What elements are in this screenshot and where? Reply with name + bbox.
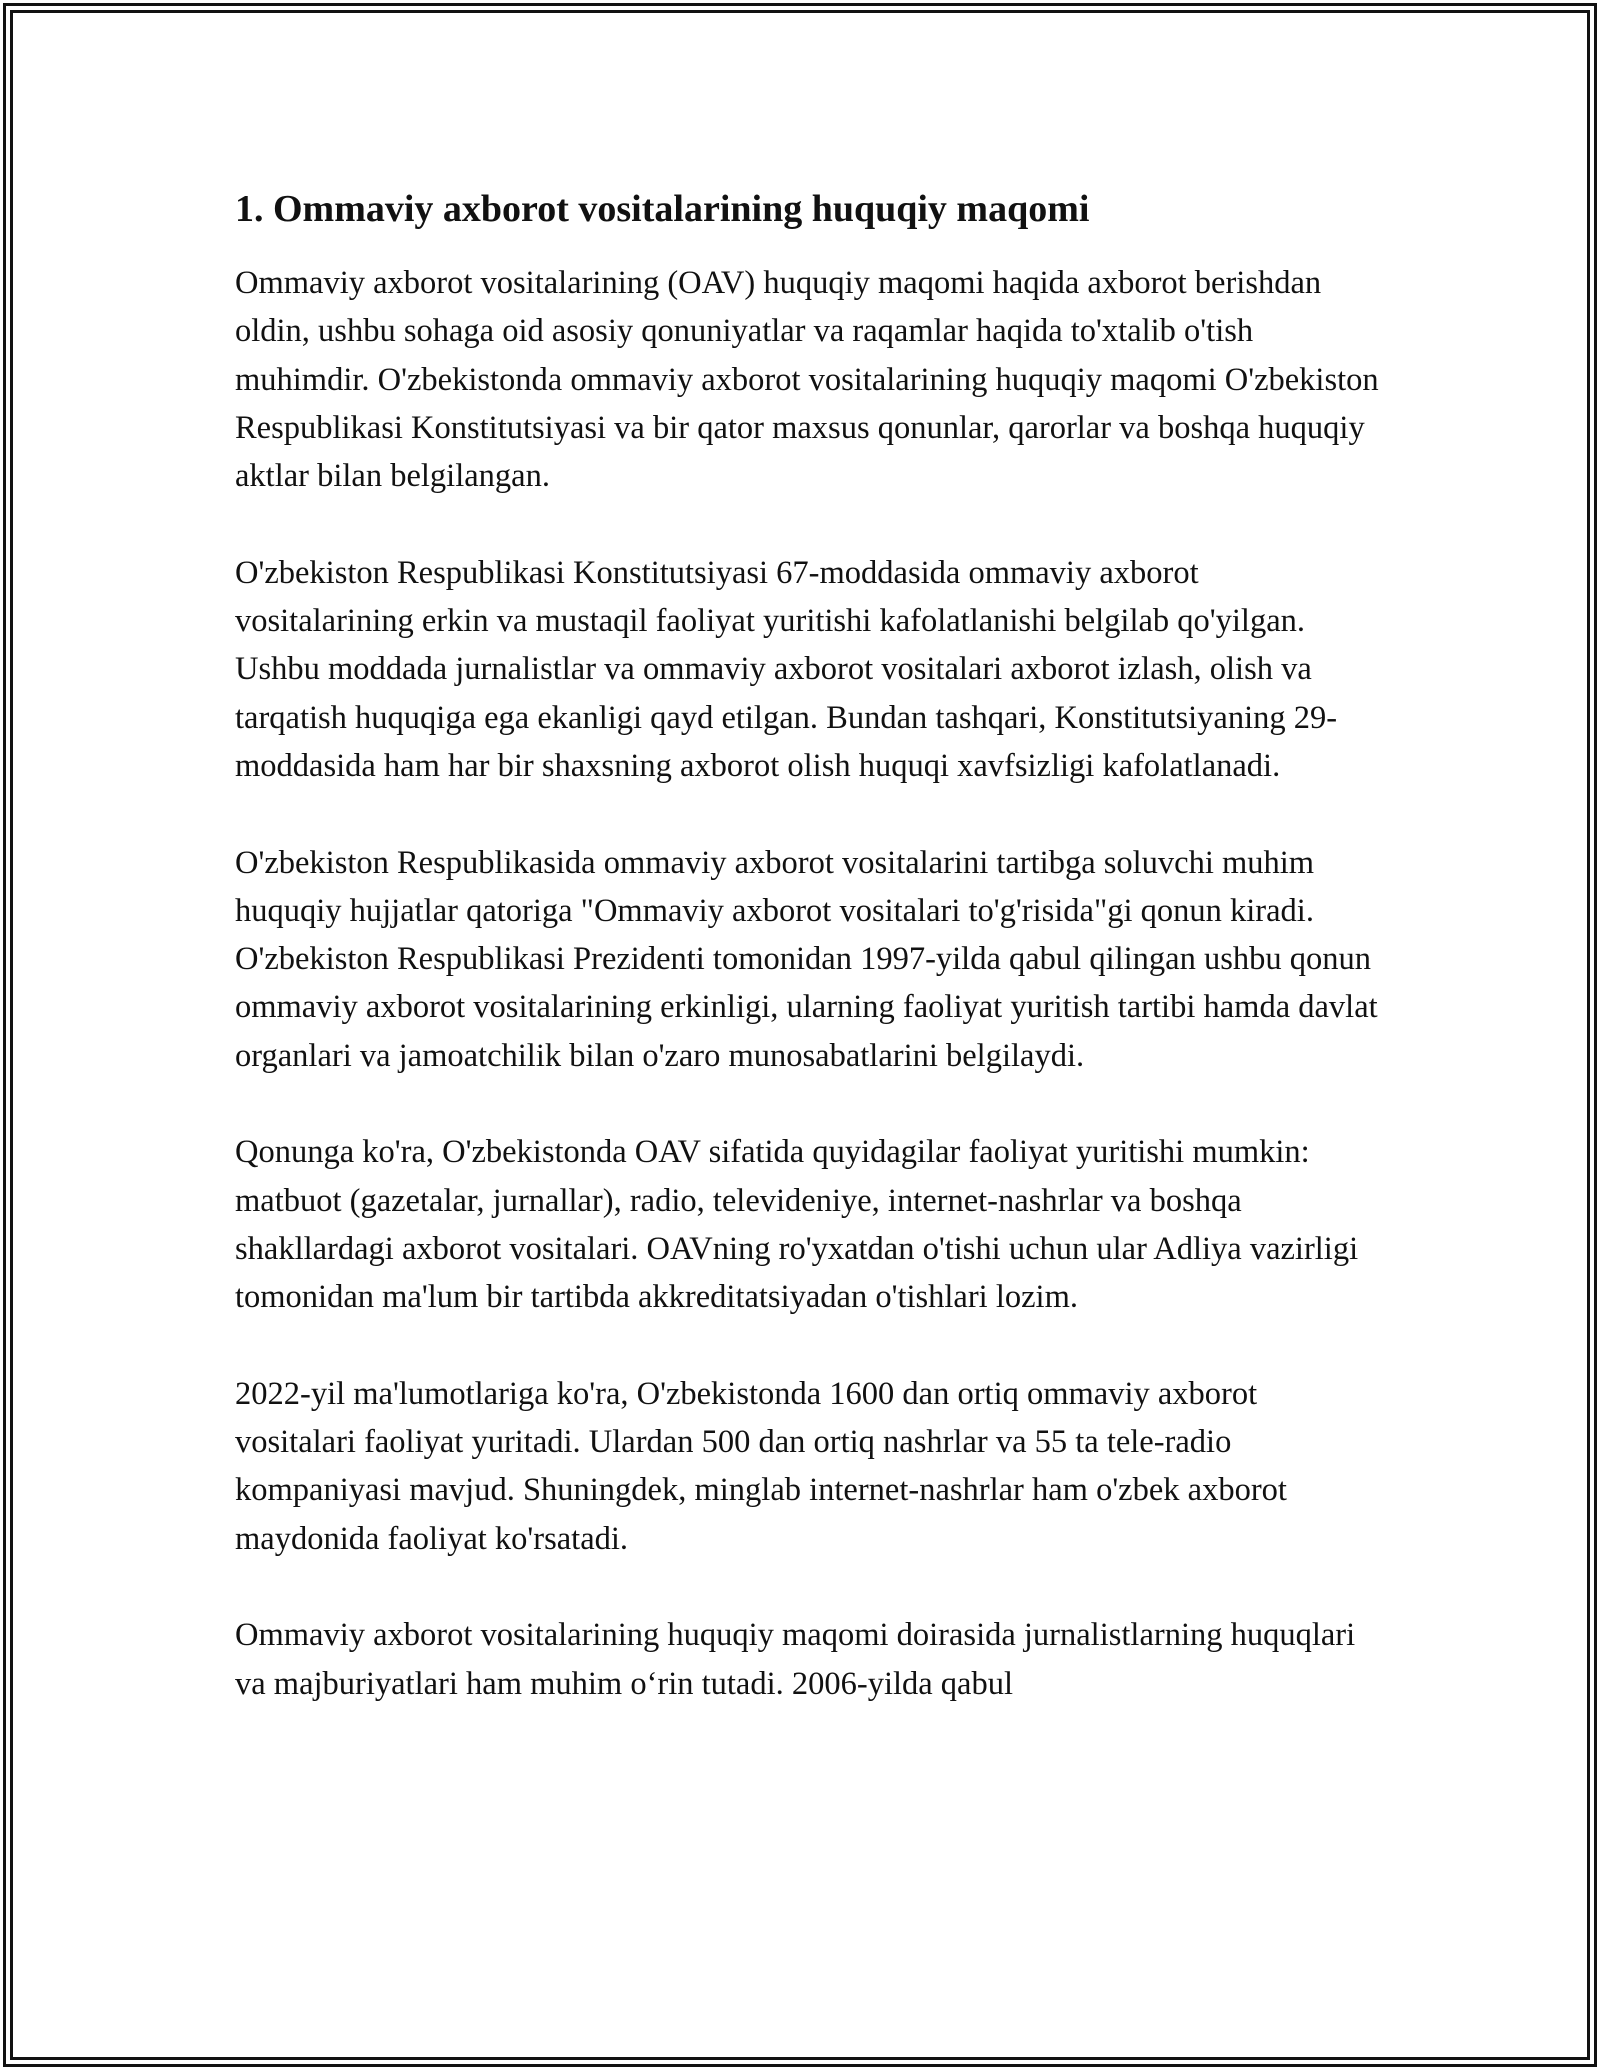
document-body: [235, 185, 1385, 1756]
paragraph-journalists: Ommaviy axborot vositalarining huquqiy maqomi doirasida jurnalistlarning huquqlari va majburiyatlari ham muhim o‘rin tutadi. 2006-yilda qabul: [235, 1617, 1356, 1702]
paragraph-media-types: Qonunga ko'ra, O'zbekistonda OAV sifatida quyidagilar faoliyat yuritishi mumkin: matbuot (gazetalar, jurnallar), radio, televideniye, internet-nashrlar va boshqa shakllardagi axborot vositalari. OAVning ro'yxatdan o'tishi uchun ular Adliya vazirligi tomonidan ma'lum bir tartibda akkreditatsiyadan o'tishlari lozim.: [235, 1134, 1359, 1316]
paragraph-constitution: O'zbekiston Respublikasi Konstitutsiyasi 67-moddasida ommaviy axborot vositalarining erkin va mustaqil faoliyat yuritishi kafolatlanishi belgilab qo'yilgan. Ushbu moddada jurnalistlar va ommaviy axborot vositalari axborot izlash, olish va tarqatish huquqiga ega ekanligi qayd etilgan. Bundan tashqari, Konstitutsiyaning 29-moddasida ham har bir shaxsning axborot olish huquqi xavfsizligi kafolatlanadi.: [235, 554, 1338, 784]
paragraph-statistics: 2022-yil ma'lumotlariga ko'ra, O'zbekistonda 1600 dan ortiq ommaviy axborot vositalari faoliyat yuritadi. Ulardan 500 dan ortiq nashrlar va 55 ta tele-radio kompaniyasi mavjud. Shuningdek, minglab internet-nashrlar ham o'zbek axborot maydonida faoliyat ko'rsatadi.: [235, 1375, 1287, 1557]
paragraph-intro: Ommaviy axborot vositalarining (OAV) huquqiy maqomi haqida axborot berishdan oldin, ushbu sohaga oid asosiy qonuniyatlar va raqamlar haqida to'xtalib o'tish muhimdir. O'zbekistonda ommaviy axborot vositalarining huquqiy maqomi O'zbekiston Respublikasi Konstitutsiyasi va bir qator maxsus qonunlar, qarorlar va boshqa huquqiy aktlar bilan belgilangan.: [235, 265, 1379, 495]
paragraph-media-law: O'zbekiston Respublikasida ommaviy axborot vositalarini tartibga soluvchi muhim huquqiy hujjatlar qatoriga "Ommaviy axborot vositalari to'g'risida"gi qonun kiradi. O'zbekiston Respublikasi Prezidenti tomonidan 1997-yilda qabul qilingan ushbu qonun ommaviy axborot vositalarining erkinligi, ularning faoliyat yuritish tartibi hamda davlat organlari va jamoatchilik bilan o'zaro munosabatlarini belgilaydi.: [235, 844, 1378, 1074]
section-heading: 1. Ommaviy axborot vositalarining huquqiy maqomi: [235, 188, 1090, 230]
